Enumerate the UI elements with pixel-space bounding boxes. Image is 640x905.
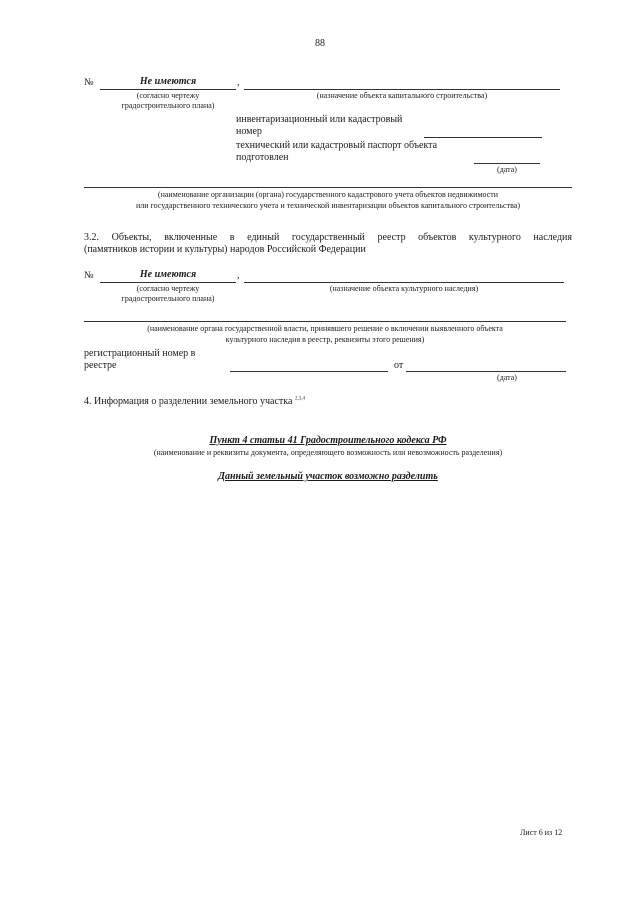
document-reference-label: (наименование и реквизиты документа, определяющего возможность или невозможность разделения) — [153, 448, 503, 457]
object-number-value: Не имеются — [139, 76, 197, 87]
division-conclusion — [84, 471, 572, 483]
passport-date-line — [474, 163, 540, 164]
section-4-heading — [84, 396, 305, 408]
org-line — [84, 187, 572, 188]
registry-label-line2: реестре — [84, 360, 117, 371]
sheet-counter: Лист 6 из 12 — [520, 828, 563, 837]
heritage-purpose-label: (назначение объекта культурного наследия) — [329, 284, 479, 293]
registry-date-line — [406, 371, 566, 372]
document-reference-text: Пункт 4 статьи 41 Градостроительного кодекса РФ — [209, 435, 447, 446]
page-number: 88 — [315, 38, 325, 49]
inventory-label-line2: номер — [236, 126, 262, 137]
section-3-2-heading-line2: (памятников истории и культуры) народов Российской Федерации — [84, 244, 366, 255]
number-sign: № — [84, 77, 94, 88]
from-label: от — [394, 360, 404, 371]
comma: , — [237, 77, 240, 88]
registry-label-line1: регистрационный номер в — [84, 348, 196, 359]
division-conclusion-text: Данный земельный участок возможно разделить — [218, 471, 438, 482]
document-reference — [84, 435, 572, 447]
object-number-line — [100, 89, 236, 90]
section-4-heading-footnote: 2,3,4 — [294, 396, 305, 402]
heritage-number-line — [100, 282, 236, 283]
heritage-number-value: Не имеются — [139, 269, 197, 280]
plan-label: градостроительного плана) — [121, 101, 215, 110]
registry-date-label: (дата) — [497, 373, 517, 382]
heritage-purpose-line — [244, 282, 564, 283]
authority-label-line2: культурного наследия в реестр, реквизиты этого решения) — [225, 335, 425, 344]
section-3-2-heading-line1: 3.2. Объекты, включенные в единый государственный реестр объектов культурного наследия — [84, 232, 572, 243]
registry-number-line — [230, 371, 388, 372]
authority-line — [84, 321, 566, 322]
comma-2: , — [237, 270, 240, 281]
number-sign-2: № — [84, 270, 94, 281]
org-label-line1: (наименование организации (органа) государственного кадастрового учета объектов недвижимости — [157, 190, 499, 199]
passport-label-line1: технический или кадастровый паспорт объекта — [236, 140, 438, 151]
drawing-label: (согласно чертежу — [136, 91, 200, 100]
purpose-line — [244, 89, 560, 90]
passport-label-line2: подготовлен — [236, 152, 289, 163]
authority-label-line1: (наименование органа государственной власти, принявшего решение о включении выявленного объекта — [147, 324, 503, 333]
org-label-line2: или государственного технического учета и технической инвентаризации объектов капитального строительства) — [135, 201, 520, 210]
passport-date-label: (дата) — [497, 165, 517, 174]
drawing-label-2: (согласно чертежу — [136, 284, 200, 293]
section-4-heading-text: 4. Информация о разделении земельного участка — [84, 396, 293, 407]
plan-label-2: градостроительного плана) — [121, 294, 215, 303]
purpose-label: (назначение объекта капитального строительства) — [316, 91, 488, 100]
inventory-number-line — [424, 137, 542, 138]
inventory-label-line1: инвентаризационный или кадастровый — [236, 114, 403, 125]
